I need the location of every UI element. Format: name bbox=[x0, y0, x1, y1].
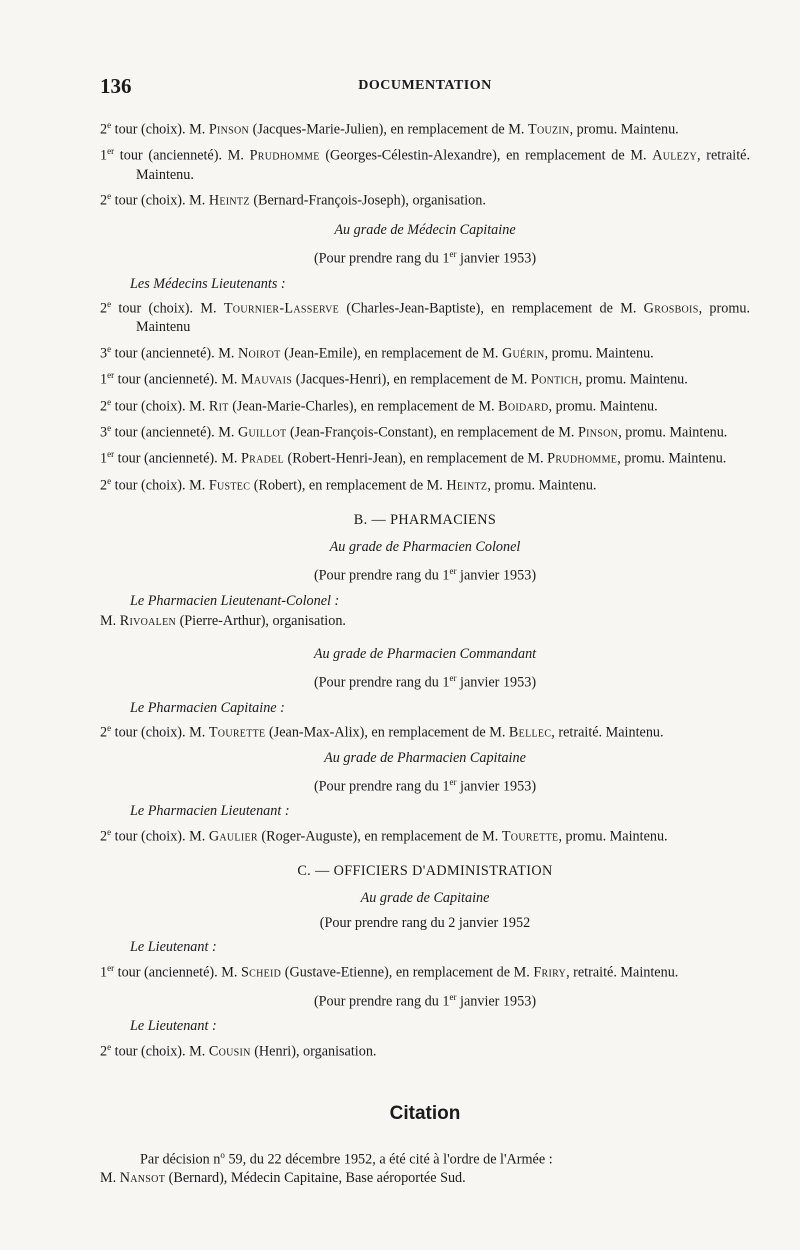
promotion-entry: M. Rivoalen (Pierre-Arthur), organisation. bbox=[100, 613, 346, 630]
promotion-entry: 1er tour (ancienneté). M. Prudhomme (Georges-Célestin-Alexandre), en remplacement de M. Aulezy, retraité. Maintenu. bbox=[100, 146, 750, 183]
promotion-entry: 2e tour (choix). M. Fustec (Robert), en remplacement de M. Heintz, promu. Maintenu. bbox=[100, 475, 597, 494]
promotion-list-pharm-commandant bbox=[100, 719, 750, 742]
citation-recipient: M. Nansot (Bernard), Médecin Capitaine, Base aéroportée Sud. bbox=[100, 1170, 466, 1187]
rank-date: (Pour prendre rang du 1er janvier 1953) bbox=[313, 673, 537, 692]
promotion-entry: 1er tour (ancienneté). M. Mauvais (Jacques-Henri), en remplacement de M. Pontich, promu. Maintenu. bbox=[100, 370, 688, 389]
group-label: Le Pharmacien Lieutenant-Colonel : bbox=[130, 592, 340, 609]
promotion-entry: 2e tour (choix). M. Pinson (Jacques-Marie-Julien), en remplacement de M. Touzin, promu. Maintenu. bbox=[100, 120, 679, 138]
group-label: Les Médecins Lieutenants : bbox=[130, 275, 286, 292]
grade-heading: Au grade de Pharmacien Colonel bbox=[329, 538, 521, 555]
promotion-list-officiers-2 bbox=[100, 1038, 750, 1061]
group-label: Le Lieutenant : bbox=[130, 939, 217, 956]
promotion-list-intro bbox=[100, 116, 750, 211]
group-label: Le Lieutenant : bbox=[130, 1018, 217, 1035]
grade-heading: Au grade de Médecin Capitaine bbox=[334, 221, 516, 238]
rank-date: (Pour prendre rang du 1er janvier 1953) bbox=[313, 777, 537, 795]
page-header bbox=[100, 74, 750, 100]
promotion-entry: 1er tour (ancienneté). M. Pradel (Robert-Henri-Jean), en remplacement de M. Prudhomme, promu. Maintenu. bbox=[100, 449, 727, 468]
running-title: DOCUMENTATION bbox=[358, 78, 492, 93]
group-label: Le Pharmacien Capitaine : bbox=[130, 699, 285, 716]
grade-heading: Au grade de Pharmacien Commandant bbox=[313, 645, 537, 662]
promotion-entry: 2e tour (choix). M. Rit (Jean-Marie-Charles), en remplacement de M. Boidard, promu. Maintenu. bbox=[100, 396, 658, 415]
promotion-list-pharm-capitaine bbox=[100, 823, 750, 846]
promotion-entry: 2e tour (choix). M. Tourette (Jean-Max-Alix), en remplacement de M. Bellec, retraité. Maintenu. bbox=[100, 723, 664, 741]
promotion-list-medecins bbox=[100, 295, 750, 495]
page-content bbox=[100, 116, 750, 1191]
page-number: 136 bbox=[100, 74, 132, 98]
promotion-entry: 3e tour (ancienneté). M. Noirot (Jean-Emile), en remplacement de M. Guérin, promu. Maintenu. bbox=[100, 344, 654, 362]
promotion-list-officiers-1 bbox=[100, 959, 750, 982]
grade-heading: Au grade de Capitaine bbox=[360, 889, 490, 906]
section-heading: C. — OFFICIERS D'ADMINISTRATION bbox=[297, 863, 553, 880]
grade-heading: Au grade de Pharmacien Capitaine bbox=[324, 749, 526, 766]
promotion-entry: 2e tour (choix). M. Gaulier (Roger-Auguste), en remplacement de M. Tourette, promu. Maintenu. bbox=[100, 827, 668, 845]
promotion-entry: 2e tour (choix). M. Heintz (Bernard-François-Joseph), organisation. bbox=[100, 191, 486, 209]
rank-date: (Pour prendre rang du 1er janvier 1953) bbox=[313, 566, 537, 584]
group-label: Le Pharmacien Lieutenant : bbox=[130, 803, 290, 820]
promotion-entry: 3e tour (ancienneté). M. Guillot (Jean-François-Constant), en remplacement de M. Pinson, promu. Maintenu. bbox=[100, 423, 728, 441]
rank-date: (Pour prendre rang du 2 janvier 1952 bbox=[319, 914, 531, 931]
rank-date: (Pour prendre rang du 1er janvier 1953) bbox=[313, 992, 537, 1010]
promotion-entry: 2e tour (choix). M. Tournier-Lasserve (Charles-Jean-Baptiste), en remplacement de M. Grosbois, promu. Maintenu bbox=[100, 299, 750, 336]
rank-date: (Pour prendre rang du 1er janvier 1953) bbox=[313, 249, 537, 267]
promotion-entry: 1er tour (ancienneté). M. Scheid (Gustave-Etienne), en remplacement de M. Friry, retraité. Maintenu. bbox=[100, 962, 679, 981]
promotion-entry: 2e tour (choix). M. Cousin (Henri), organisation. bbox=[100, 1042, 377, 1060]
citation-text: Par décision $n^o$ 59, du 22 décembre 1952, a été cité à l'ordre de l'Armée : bbox=[140, 1149, 553, 1168]
citation-title: Citation bbox=[389, 1103, 461, 1125]
section-heading: B. — PHARMACIENS bbox=[353, 511, 497, 528]
